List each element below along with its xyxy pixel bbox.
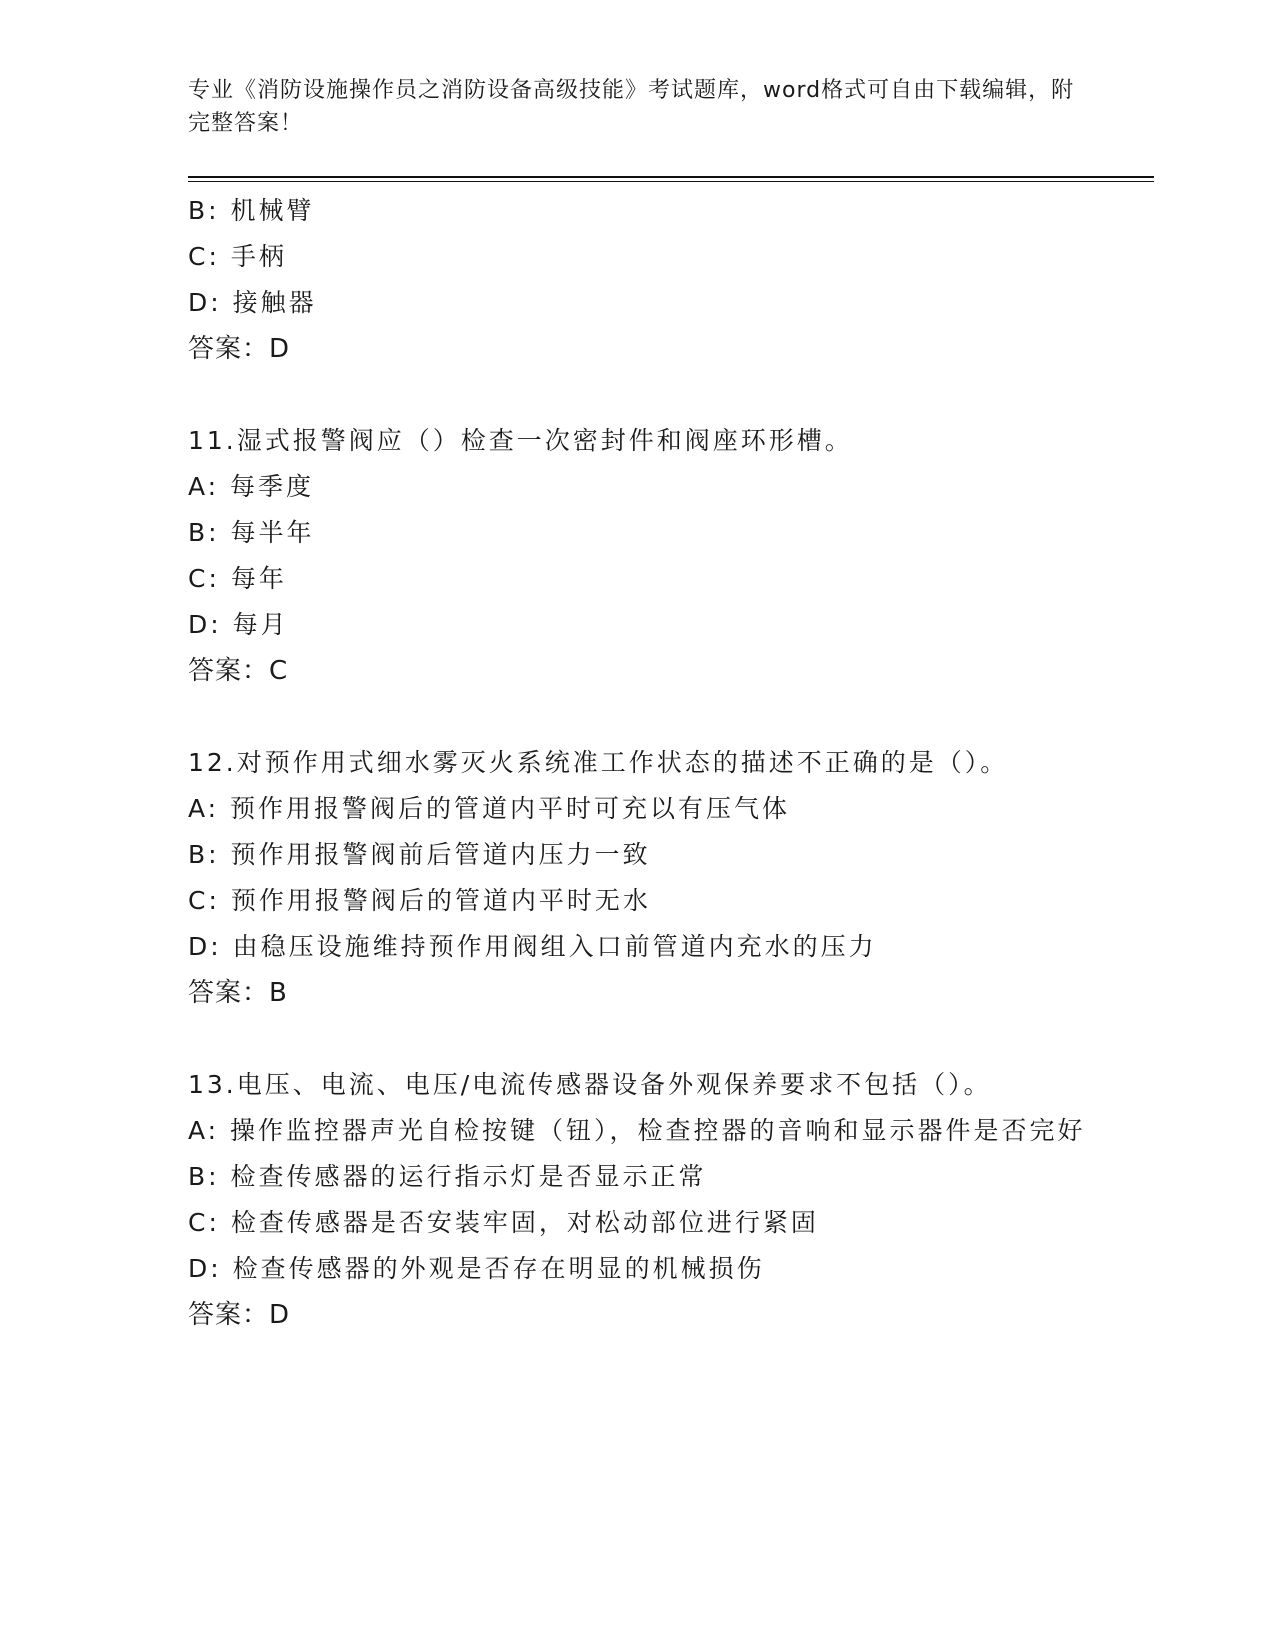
question-block-13 xyxy=(188,1062,1088,1338)
option-d: D: 由稳压设施维持预作用阀组入口前管道内充水的压力 xyxy=(188,932,877,961)
option-b: B: 检查传感器的运行指示灯是否显示正常 xyxy=(188,1162,707,1191)
question-stem: 11.湿式报警阀应（）检查一次密封件和阀座环形槽。 xyxy=(188,426,853,455)
option-d: D: 接触器 xyxy=(188,288,317,317)
option-a: A: 每季度 xyxy=(188,472,315,501)
question-stem: 12.对预作用式细水雾灭火系统准工作状态的描述不正确的是（）。 xyxy=(188,748,1009,777)
answer-line: 答案：C xyxy=(188,656,289,686)
option-b: B: 每半年 xyxy=(188,518,315,547)
question-list xyxy=(188,188,1088,1338)
block-spacer xyxy=(188,1016,1088,1062)
option-c: C: 手柄 xyxy=(188,242,287,271)
answer-line: 答案：B xyxy=(188,978,288,1008)
option-d: D: 检查传感器的外观是否存在明显的机械损伤 xyxy=(188,1254,765,1283)
option-d: D: 每月 xyxy=(188,610,289,639)
question-stem: 13.电压、电流、电压/电流传感器设备外观保养要求不包括（）。 xyxy=(188,1070,992,1099)
answer-line: 答案：D xyxy=(188,334,291,364)
option-a: A: 预作用报警阀后的管道内平时可充以有压气体 xyxy=(188,794,791,823)
option-a: A: 操作监控器声光自检按键（钮），检查控器的音响和显示器件是否完好 xyxy=(188,1116,1086,1145)
option-c: C: 每年 xyxy=(188,564,287,593)
answer-line: 答案：D xyxy=(188,1300,291,1330)
option-c: C: 检查传感器是否安装牢固，对松动部位进行紧固 xyxy=(188,1208,819,1237)
block-spacer xyxy=(188,372,1088,418)
option-b: B: 机械臂 xyxy=(188,196,315,225)
question-block-11 xyxy=(188,418,1088,694)
block-spacer xyxy=(188,694,1088,740)
option-c: C: 预作用报警阀后的管道内平时无水 xyxy=(188,886,651,915)
question-block-12 xyxy=(188,740,1088,1016)
header-divider-thick xyxy=(188,176,1154,178)
question-block-partial xyxy=(188,188,1088,372)
option-b: B: 预作用报警阀前后管道内压力一致 xyxy=(188,840,651,869)
header-divider-thin xyxy=(188,181,1154,182)
document-header: 专业《消防设施操作员之消防设备高级技能》考试题库，word格式可自由下载编辑，附完整答案！ xyxy=(188,78,1075,136)
